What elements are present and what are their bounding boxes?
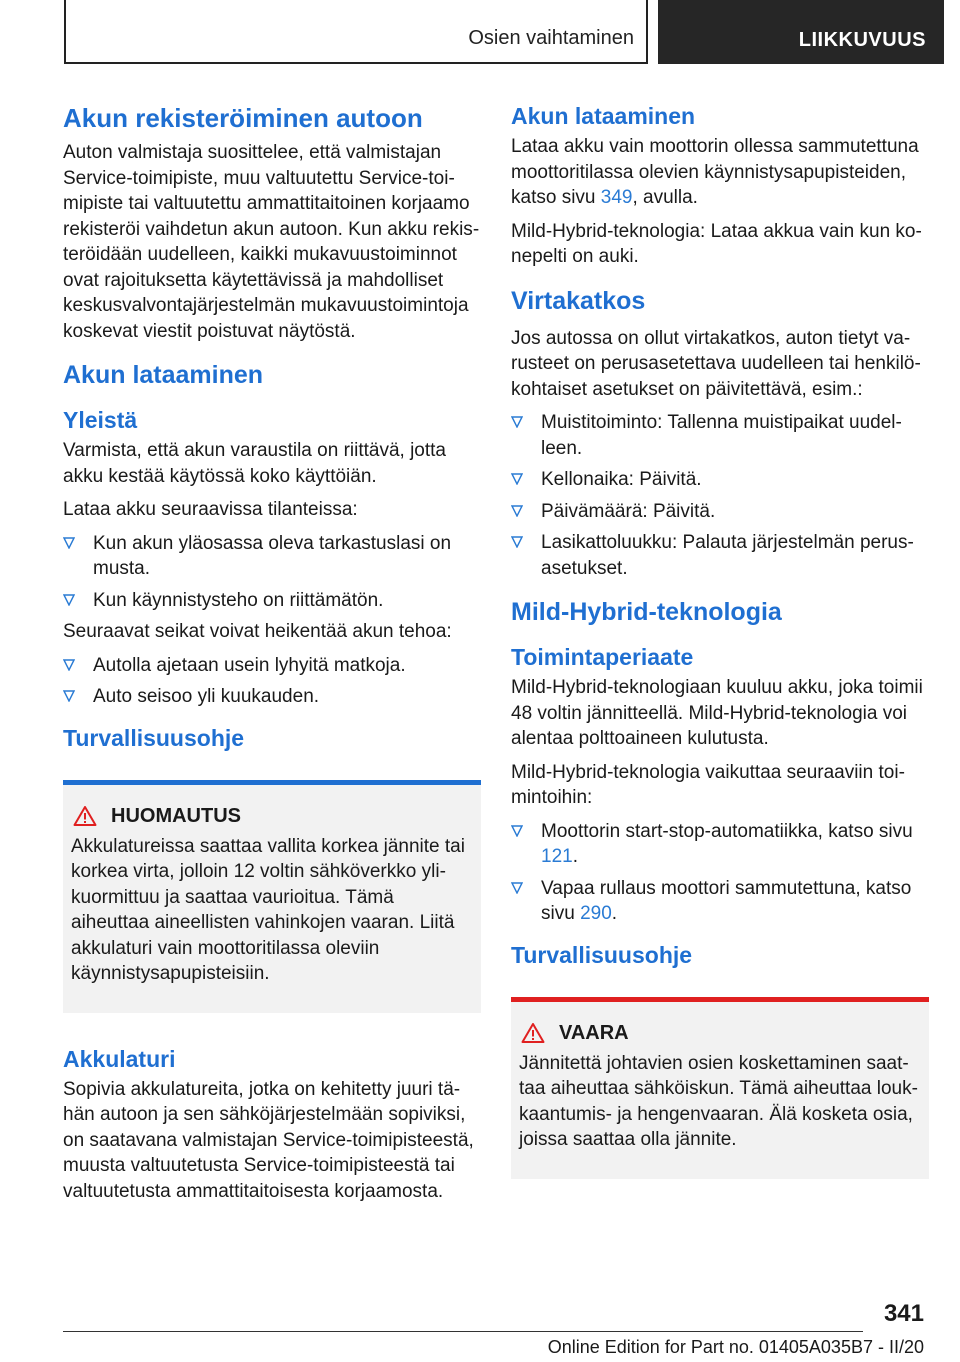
list-power-outage <box>511 410 929 581</box>
list-effect <box>511 819 929 927</box>
list-factors <box>63 653 481 710</box>
danger-text: Jännitettä johtavien osien koskettaminen saattaa aiheuttaa sähköiskun. Tämä aiheuttaa loukkaantumis- ja hengenvaaran. Älä kosketa osia, joissa saattaa olla jännite. <box>519 1052 918 1150</box>
notice-text: Akkulatureissa saattaa vallita korkea jännite tai korkea virta, jolloin 12 voltin sähköverkko ylikuormittuu ja saattaa vaurioitua. Tämä aiheuttaa aineellisten vahinkojen vaaran. Liitä akkulaturi vain moottoritilassa oleviin käynnistysapupisteisiin. <box>71 835 465 984</box>
paragraph-power-outage: Jos autossa on ollut virtakatkos, auton tietyt varusteet on perusasetettava uudelleen tai henkilökohtaiset asetukset on päivitettävä, esim.: <box>511 327 921 400</box>
bullet-triangle-icon <box>63 690 75 702</box>
page-number: 341 <box>883 1300 924 1327</box>
heading-safety-right: Turvallisuusohje <box>511 941 693 968</box>
right-column <box>511 100 929 1209</box>
warning-triangle-icon <box>73 805 97 827</box>
header-chapter-tab <box>658 0 944 64</box>
bullet-triangle-icon <box>511 505 523 517</box>
page-link-290[interactable]: 290 <box>580 903 612 924</box>
paragraph-mild-hybrid-charging: Mild-Hybrid-teknologia: Lataa akkua vain kun konepelti on auki. <box>511 220 922 267</box>
paragraph-situations: Lataa akku seuraavissa tilanteissa: <box>63 499 358 520</box>
list-item: Lasikattoluukku: Palauta järjestelmän perusasetukset. <box>511 530 929 581</box>
bullet-triangle-icon <box>511 473 523 485</box>
header-section-tab <box>64 0 648 64</box>
danger-title: VAARA <box>559 1021 629 1044</box>
heading-charging-right: Akun lataaminen <box>511 103 696 129</box>
heading-operating-principle: Toimintaperiaate <box>511 644 694 670</box>
page-link-121[interactable]: 121 <box>541 846 573 867</box>
list-item: Muistitoiminto: Tallenna muistipaikat uudelleen. <box>511 410 929 461</box>
bullet-triangle-icon <box>511 825 523 837</box>
heading-safety-left: Turvallisuusohje <box>63 724 245 751</box>
warning-triangle-icon <box>521 1022 545 1044</box>
danger-box <box>511 997 929 1179</box>
bullet-triangle-icon <box>511 416 523 428</box>
heading-battery-registration: Akun rekisteröiminen autoon <box>63 103 423 133</box>
paragraph-charger: Sopivia akkulatureita, jotka on kehitetty juuri tähän autoon ja sen sähköjärjestelmään sopiviksi, on saatavana valmistajan Service-toimipisteestä, muusta valtuutetusta Service-toimipisteestä tai valtuutetusta ammattitaitoisesta korjaamosta. <box>63 1078 474 1202</box>
heading-general: Yleistä <box>63 407 138 433</box>
paragraph-general: Varmista, että akun varaustila on riittävä, jotta akku kestää käytössä koko käyttöiän. <box>63 440 446 487</box>
paragraph-charging-right: Lataa akku vain moottorin ollessa sammutettuna moottoritilassa olevien käynnistysapupisteiden, katso sivu 349, avulla. <box>511 136 919 208</box>
bullet-triangle-icon <box>511 536 523 548</box>
list-item: Kun akun yläosassa oleva tarkastuslasi on musta. <box>63 531 481 582</box>
bullet-triangle-icon <box>63 594 75 606</box>
paragraph-registration: Auton valmistaja suosittelee, että valmistajan Service-toimipiste, muu valtuutettu Service-toimipiste tai valtuutettu ammattitaitoinen korjaamo rekisteröi vaihdetun akun autoon. Kun akku rekisteröidään uudelleen, kaikki mukavuustoiminnot ovat rajoituksetta käytettävissä ja mahdolliset keskusvalvontajärjestelmän mukavuustoimintoja koskevat viestit poistuvat näytöstä. <box>63 142 480 342</box>
header-section-title: Osien vaihtaminen <box>468 27 634 49</box>
heading-power-outage: Virtakatkos <box>511 286 646 315</box>
list-item: Päivämäärä: Päivitä. <box>511 499 929 525</box>
footer-divider <box>63 1331 863 1332</box>
heading-battery-charger: Akkulaturi <box>63 1045 176 1072</box>
heading-battery-charging: Akun lataaminen <box>63 361 264 389</box>
header-chapter-title: LIIKKUVUUS <box>798 29 926 51</box>
page-link-349[interactable]: 349 <box>600 187 633 208</box>
bullet-triangle-icon <box>63 537 75 549</box>
list-item: Moottorin start-stop-automatiikka, katso sivu 121. <box>511 819 929 870</box>
list-situations <box>63 531 481 614</box>
paragraph-factors: Seuraavat seikat voivat heikentää akun tehoa: <box>63 621 452 642</box>
left-column <box>63 100 481 1212</box>
paragraph-effect: Mild-Hybrid-teknologia vaikuttaa seuraaviin toimintoihin: <box>511 761 905 808</box>
list-item: Kellonaika: Päivitä. <box>511 467 929 493</box>
notice-box <box>63 780 481 1013</box>
list-item: Kun käynnistysteho on riittämätön. <box>63 588 481 614</box>
footer-edition: Online Edition for Part no. 01405A035B7 - II/20 <box>547 1337 924 1357</box>
list-item: Autolla ajetaan usein lyhyitä matkoja. <box>63 653 481 679</box>
bullet-triangle-icon <box>63 659 75 671</box>
list-item: Auto seisoo yli kuukauden. <box>63 684 481 710</box>
bullet-triangle-icon <box>511 882 523 894</box>
paragraph-principle: Mild-Hybrid-teknologiaan kuuluu akku, joka toimii 48 voltin jännitteellä. Mild-Hybrid-teknologia voi alentaa polttoaineen kulutusta. <box>511 677 923 749</box>
notice-title: HUOMAUTUS <box>111 804 241 827</box>
heading-mild-hybrid: Mild-Hybrid-teknologia <box>511 598 782 626</box>
list-item: Vapaa rullaus moottori sammutettuna, katso sivu 290. <box>511 876 929 927</box>
